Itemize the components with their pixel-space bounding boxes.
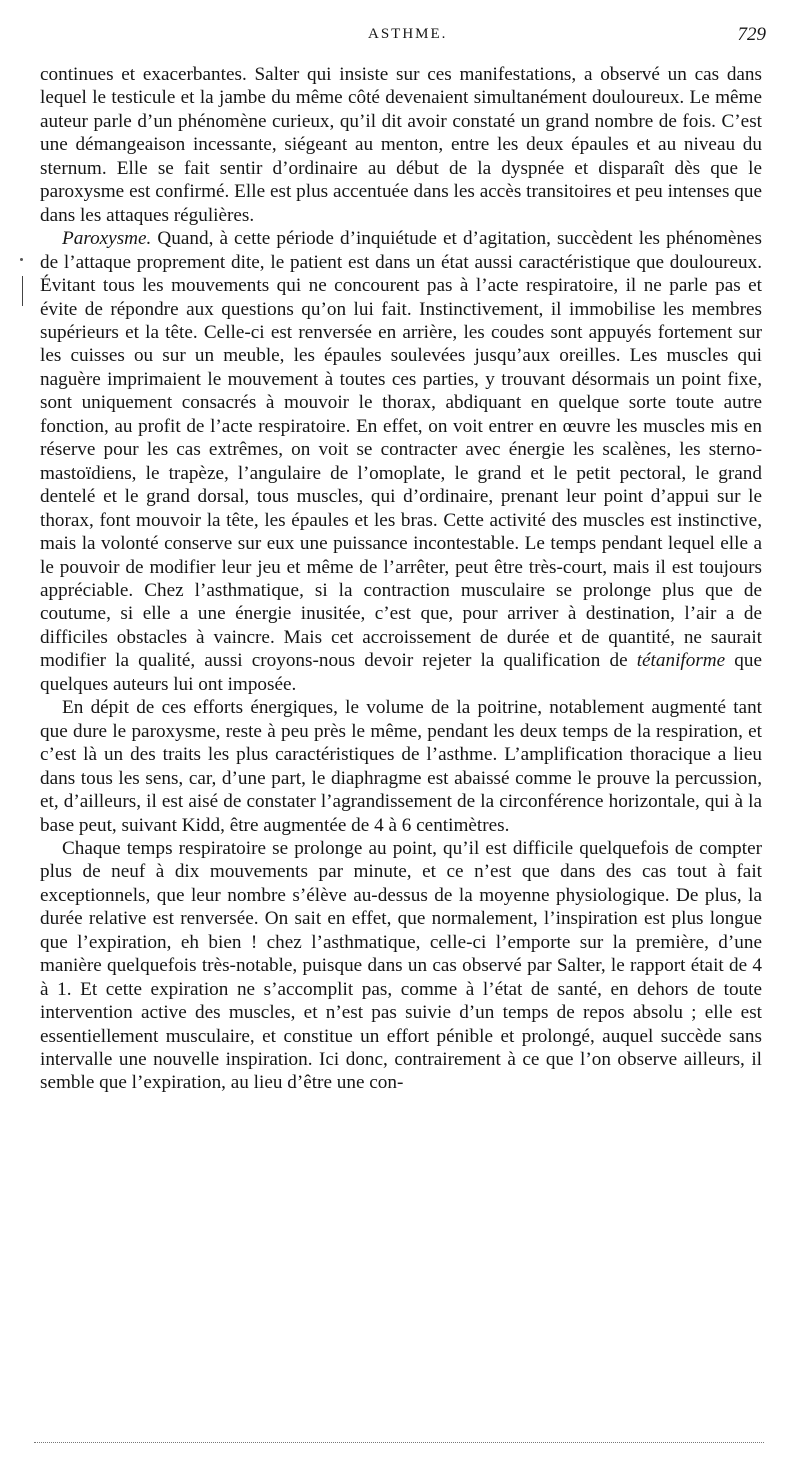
running-title: ASTHME. — [368, 26, 448, 42]
paragraph-2-tail: que quelques auteurs lui ont imposée. — [40, 650, 762, 695]
paragraph-2-body: Quand, à cette période d’inquiétude et d’agitation, succèdent les phénomènes de l’attaque proprement dite, le patient est dans un état aussi caractéristique que douloureux. Évitant tous les mouvements qui ne concourent pas à l’acte respiratoire, il ne parle pas et évite de répondre aux questions qu’on lui fait. Instinctivement, il immobilise les membres supérieurs et la tête. Celle-ci est renversée en arrière, les coudes sont appuyés fortement sur les cuisses ou sur un meuble, les épaules soulevées jusqu’aux oreilles. Les muscles qui naguère imprimaient le mouvement à toutes ces parties, y trouvant désormais un point fixe, sont uniquement consacrés à mouvoir le thorax, abdiquant en quelque sorte toute autre fonction, au profit de l’acte respiratoire. En effet, on voit entrer en œuvre les muscles mis en réserve pour les cas extrêmes, on voit se contracter avec énergie les scalènes, les sterno-mastoïdiens, le trapèze, l’angulaire de l’omoplate, le grand et le petit pectoral, le grand dentelé et le grand dorsal, tous muscles, qui d’ordinaire, prenant leur point d’appui sur le thorax, font mouvoir la tête, les épaules et les bras. Cette activité des muscles est instinctive, mais la volonté conserve sur eux une puissance incontestable. Le temps pendant lequel elle a le pouvoir de modifier leur jeu et même de l’arrêter, peut être très-court, mais il est toujours appréciable. Chez l’asthmatique, si la contraction musculaire se prolonge plus que de coutume, si elle a une énergie inusitée, c’est que, pour arriver à destination, l’air a de difficiles obstacles à vaincre. Mais cet accroissement de durée et de quantité, ne saurait modifier la qualité, aussi croyons-nous devoir rejeter la qualification de — [40, 228, 762, 672]
page-number: 729 — [737, 24, 766, 45]
running-head — [0, 10, 800, 45]
body-text — [40, 63, 762, 1095]
paragraph-1: continues et exacerbantes. Salter qui insiste sur ces manifestations, a observé un cas dans lequel le testicule et la jambe du même côté devenaient simultanément douloureux. Le même auteur parle d’un phénomène curieux, qu’il dit avoir constaté un grand nombre de fois. C’est une démangeaison incessante, siégeant au menton, entre les deux épaules et au niveau du sternum. Elle se fait sentir d’ordinaire au début de la dyspnée et disparaît dès que le paroxysme est confirmé. Elle est plus accentuée dans les accès transitoires et peu intenses que dans les attaques régulières. — [40, 64, 762, 226]
paragraph-2 — [40, 227, 762, 696]
paragraph-4: Chaque temps respiratoire se prolonge au point, qu’il est difficile quelquefois de compter plus de neuf à dix mouvements par minute, et ce n’est que dans des cas tout à fait exceptionnels, que leur nombre s’élève au-dessus de la moyenne physiologique. De plus, la durée relative est renversée. On sait en effet, que normalement, l’inspiration est plus longue que l’expiration, eh bien ! chez l’asthmatique, celle-ci l’emporte sur la première, d’une manière quelquefois très-notable, puisque dans un cas observé par Salter, le rapport était de 4 à 1. Et cette expiration ne s’accomplit pas, comme à l’état de santé, en dehors de toute intervention active des muscles, et n’est pas suivie d’un temps de repos absolu ; elle est essentiellement musculaire, et constitue un effort pénible et prolongé, auquel succède sans intervalle une nouvelle inspiration. Ici donc, contrairement à ce que l’on observe ailleurs, il semble que l’expiration, au lieu d’être une con- — [40, 837, 762, 1094]
footer-rule — [34, 1442, 764, 1443]
paragraph-heading: Paroxysme. — [62, 228, 152, 250]
margin-dot — [20, 258, 23, 261]
paragraph-3: En dépit de ces efforts énergiques, le volume de la poitrine, notablement augmenté tant que dure le paroxysme, reste à peu près le même, pendant les deux temps de la respiration, et c’est là un des traits les plus caractéristiques de l’asthme. L’amplification thoracique a lieu dans tous les sens, car, d’une part, le diaphragme est abaissé comme le prouve la percussion, et, d’ailleurs, il est aisé de constater l’agrandissement de la circonférence horizontale, qui à la base peut, suivant Kidd, être augmentée de 4 à 6 centimètres. — [40, 697, 762, 836]
margin-mark — [22, 276, 23, 306]
emphasized-term: tétaniforme — [636, 650, 726, 672]
